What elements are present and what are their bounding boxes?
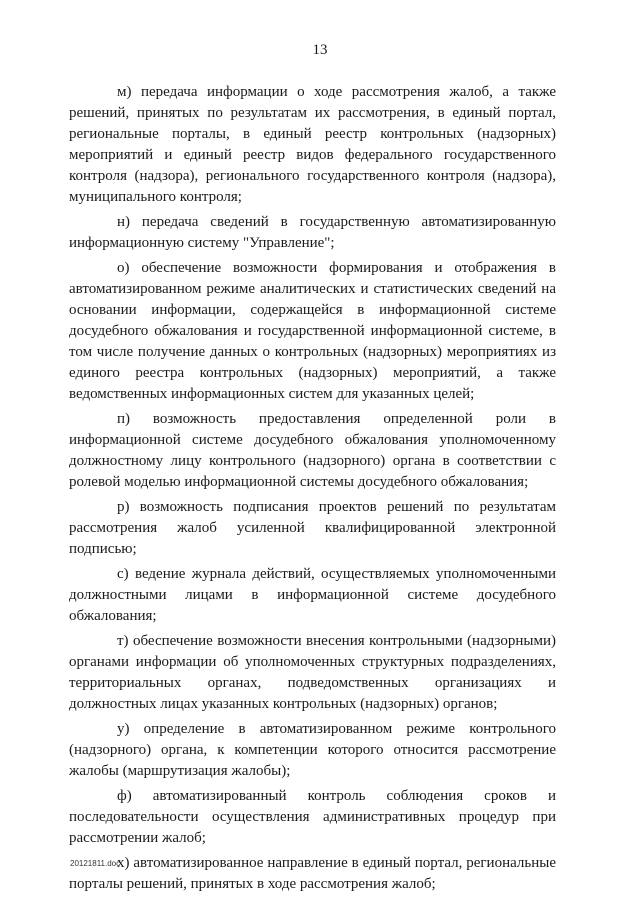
paragraph-p: п) возможность предоставления определенной роли в информационной системе досудебного обжалования уполномоченному должностному лицу контрольного (надзорного) органа в соответствии с ролевой моделью информационной системы досудебного обжалования;: [69, 411, 556, 490]
paragraph-s: с) ведение журнала действий, осуществляемых уполномоченными должностными лицами в информационной системе досудебного обжалования;: [69, 566, 556, 624]
page-number: 13: [312, 42, 328, 58]
paragraph-o: о) обеспечение возможности формирования и отображения в автоматизированном режиме аналитических и статистических сведений на основании информации, содержащейся в информационной системе досудебного обжалования и государственной информационной системе, в том числе получение данных о контрольных (надзорных) мероприятиях из единого реестра контрольных (надзорных) мероприятий, а также ведомственных информационных систем для указанных целей;: [69, 260, 556, 402]
paragraph-r: р) возможность подписания проектов решений по результатам рассмотрения жалоб усиленной квалифицированной электронной подписью;: [69, 499, 556, 557]
paragraph-t: т) обеспечение возможности внесения контрольными (надзорными) органами информации об уполномоченных структурных подразделениях, территориальных органах, подведомственных организациях и должностных лицах указанных контрольных (надзорных) органов;: [69, 633, 556, 712]
paragraph-kh: х) автоматизированное направление в единый портал, региональные порталы решений, принятых в ходе рассмотрения жалоб;: [69, 855, 556, 892]
document-filename-footer: 20121811.doc: [70, 859, 121, 868]
paragraph-u: у) определение в автоматизированном режиме контрольного (надзорного) органа, к компетенции которого относится рассмотрение жалобы (маршрутизация жалобы);: [69, 721, 556, 779]
paragraph-n: н) передача сведений в государственную автоматизированную информационную систему "Управление";: [69, 214, 556, 251]
document-body: [69, 82, 556, 899]
paragraph-f: ф) автоматизированный контроль соблюдения сроков и последовательности осуществления административных процедур при рассмотрении жалоб;: [69, 788, 556, 846]
paragraph-m: м) передача информации о ходе рассмотрения жалоб, а также решений, принятых по результатам их рассмотрения, в единый портал, региональные порталы, в единый реестр контрольных (надзорных) мероприятий и единый реестр видов федерального государственного контроля (надзора), регионального государственного контроля (надзора), муниципального контроля;: [69, 84, 556, 205]
